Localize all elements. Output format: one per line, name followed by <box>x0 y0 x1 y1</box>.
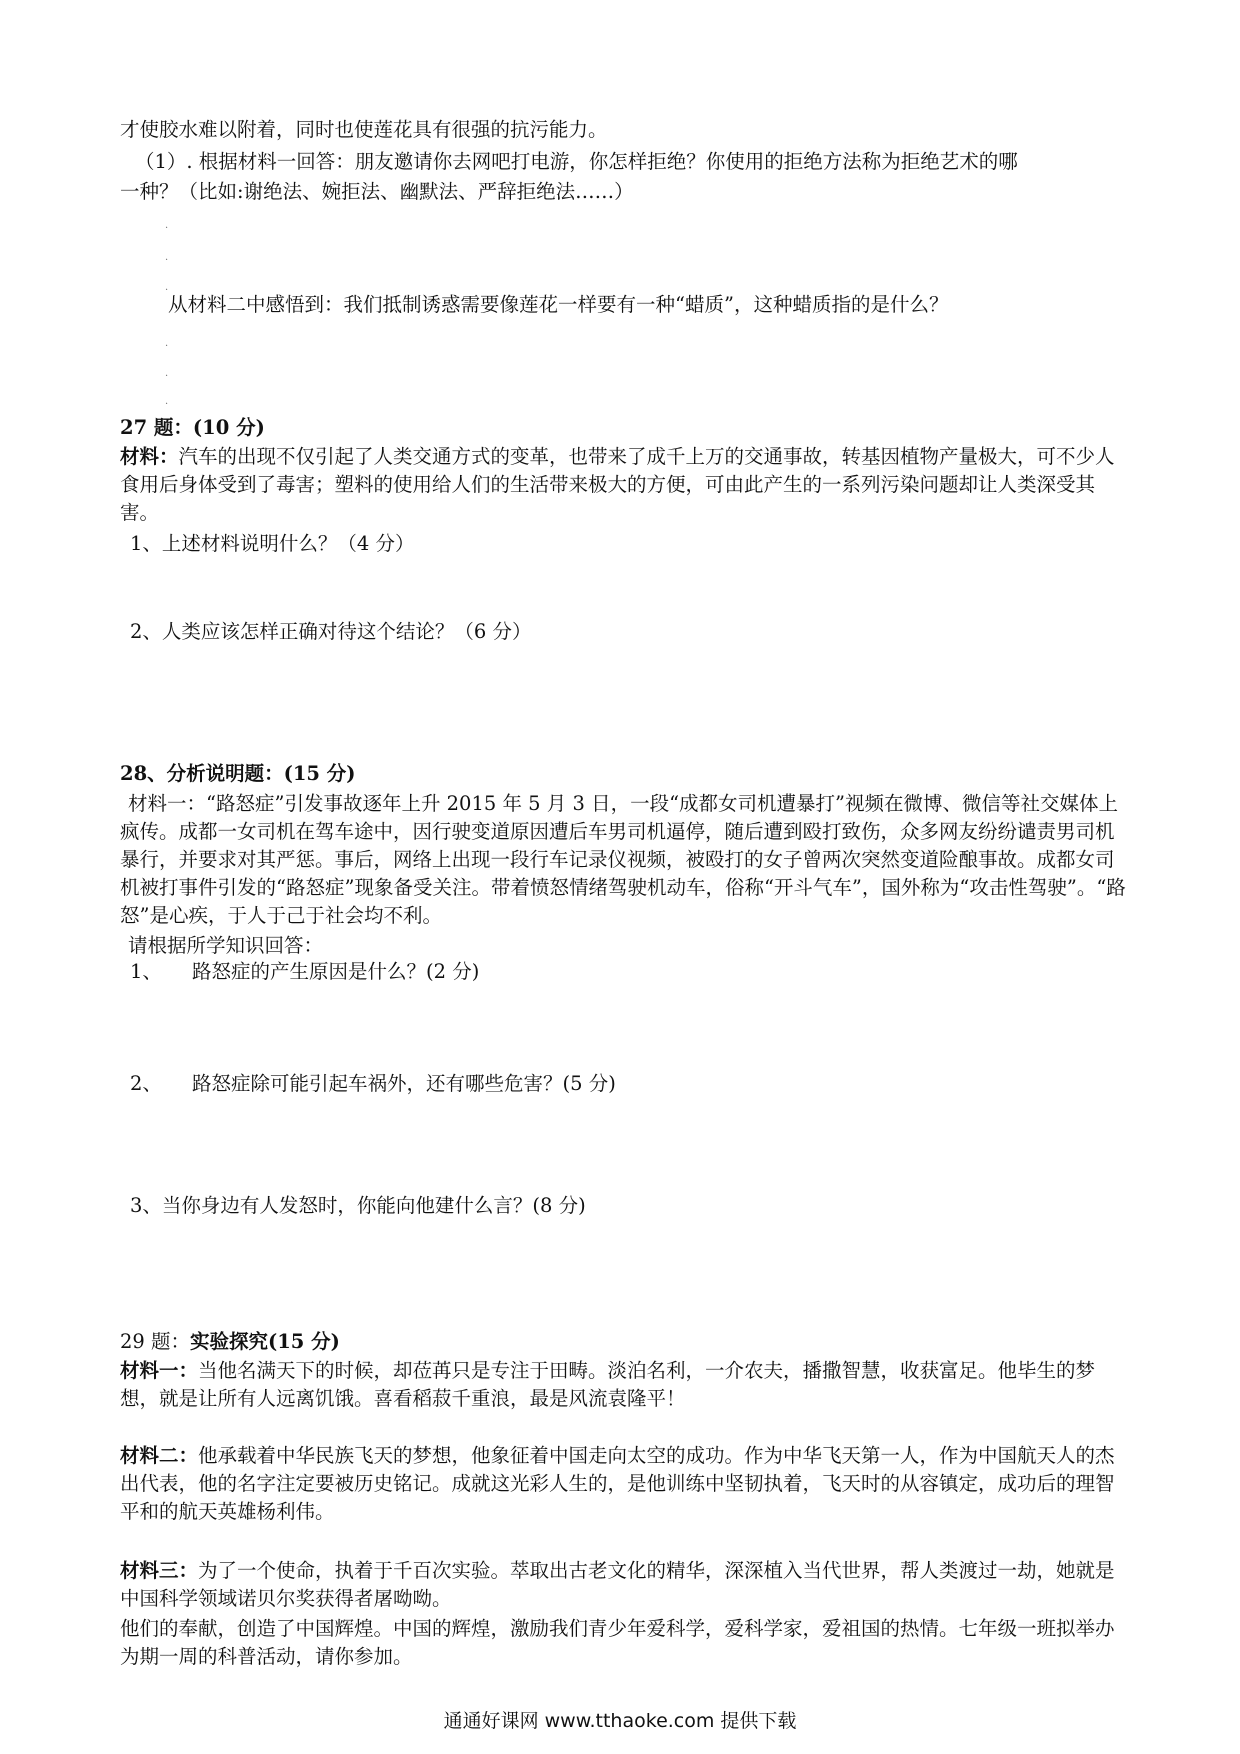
answer-mark: · <box>165 341 169 352</box>
question-27-material <box>120 443 1130 527</box>
material-text: 汽车的出现不仅引起了人类交通方式的变革，也带来了成千上万的交通事故，转基因植物产量极大，可不少人食用后身体受到了毒害；塑料的使用给人们的生活带来极大的方便，可由此产生的一系列污染问题却让人类深受其害。 <box>120 445 1115 524</box>
material-text: 当他名满天下的时候，却莅苒只是专注于田畴。淡泊名利，一介农夫，播撒智慧，收获富足。他毕生的梦想，就是让所有人远离饥饿。喜看稻菽千重浪，最是风流袁隆平！ <box>120 1359 1096 1410</box>
question-28-material: 材料一：“路怒症”引发事故逐年上升 2015 年 5 月 3 日，一段“成都女司机遭暴打”视频在微博、微信等社交媒体上疯传。成都一女司机在驾车途中，因行驶变道原因遭后车男司机逼停，随后遭到殴打致伤，众多网友纷纷谴责男司机暴行，并要求对其严惩。事后，网络上出现一段行车记录仪视频，被殴打的女子曾两次突然变道险酿事故。成都女司机被打事件引发的“路怒症”现象备受关注。带着愤怒情绪驾驶机动车，俗称“开斗气车”，国外称为“攻击性驾驶”。“路怒”是心疾，于人于己于社会均不利。 <box>120 792 1126 927</box>
question-26-sub1-cont: 一种？（比如:谢绝法、婉拒法、幽默法、严辞拒绝法……） <box>120 180 634 203</box>
question-27-sub2: 2、人类应该怎样正确对待这个结论？（6 分） <box>130 620 532 643</box>
page-footer: 通通好课网 www.tthaoke.com 提供下载 <box>443 1710 797 1732</box>
question-29-material-2 <box>120 1442 1130 1526</box>
material-label: 材料三： <box>120 1559 199 1582</box>
question-27-title: 27 题：(10 分) <box>120 416 265 439</box>
question-26-sub1: （1）. 根据材料一回答：朋友邀请你去网吧打电游，你怎样拒绝？你使用的拒绝方法称为拒绝艺术的哪 <box>135 150 1018 173</box>
question-29-material-1 <box>120 1357 1130 1413</box>
question-28-sub1-number: 1、 <box>130 960 162 983</box>
answer-mark: · <box>165 399 169 410</box>
title-bold: 实验探究(15 分) <box>190 1330 340 1353</box>
question-28-title: 28、分析说明题：(15 分) <box>120 762 356 785</box>
answer-mark: · <box>165 285 169 296</box>
question-28-prompt: 请根据所学知识回答： <box>128 934 324 957</box>
question-29-material-3 <box>120 1557 1130 1613</box>
title-prefix: 29 题： <box>120 1330 191 1353</box>
material-label: 材料一： <box>120 1359 199 1382</box>
question-28-sub2-number: 2、 <box>130 1072 162 1095</box>
material-label: 材料二： <box>120 1444 199 1467</box>
answer-mark: · <box>165 255 169 266</box>
answer-mark: · <box>165 371 169 382</box>
question-27-sub1: 1、上述材料说明什么？（4 分） <box>130 532 415 555</box>
question-29-title <box>120 1328 340 1356</box>
answer-mark: · <box>165 223 169 234</box>
question-26-sub2: 从材料二中感悟到：我们抵制诱惑需要像莲花一样要有一种“蜡质”，这种蜡质指的是什么？ <box>168 293 949 316</box>
material-label: 材料： <box>120 445 179 468</box>
question-28-sub1: 路怒症的产生原因是什么？(2 分) <box>192 960 480 983</box>
text-line: 才使胶水难以附着，同时也使莲花具有很强的抗污能力。 <box>120 118 608 141</box>
question-28-sub2: 路怒症除可能引起车祸外，还有哪些危害？(5 分) <box>192 1072 616 1095</box>
question-29-closing: 他们的奉献，创造了中国辉煌。中国的辉煌，激励我们青少年爱科学，爱科学家，爱祖国的热情。七年级一班拟举办为期一周的科普活动，请你参加。 <box>120 1617 1115 1668</box>
question-28-sub3: 3、当你身边有人发怒时，你能向他建什么言？(8 分) <box>130 1194 586 1217</box>
material-text: 为了一个使命，执着于千百次实验。萃取出古老文化的精华，深深植入当代世界，帮人类渡过一劫，她就是中国科学领域诺贝尔奖获得者屠呦呦。 <box>120 1559 1115 1610</box>
material-text: 他承载着中华民族飞天的梦想，他象征着中国走向太空的成功。作为中华飞天第一人，作为中国航天人的杰出代表，他的名字注定要被历史铭记。成就这光彩人生的，是他训练中坚韧执着，飞天时的从容镇定，成功后的理智平和的航天英雄杨利伟。 <box>120 1444 1115 1523</box>
